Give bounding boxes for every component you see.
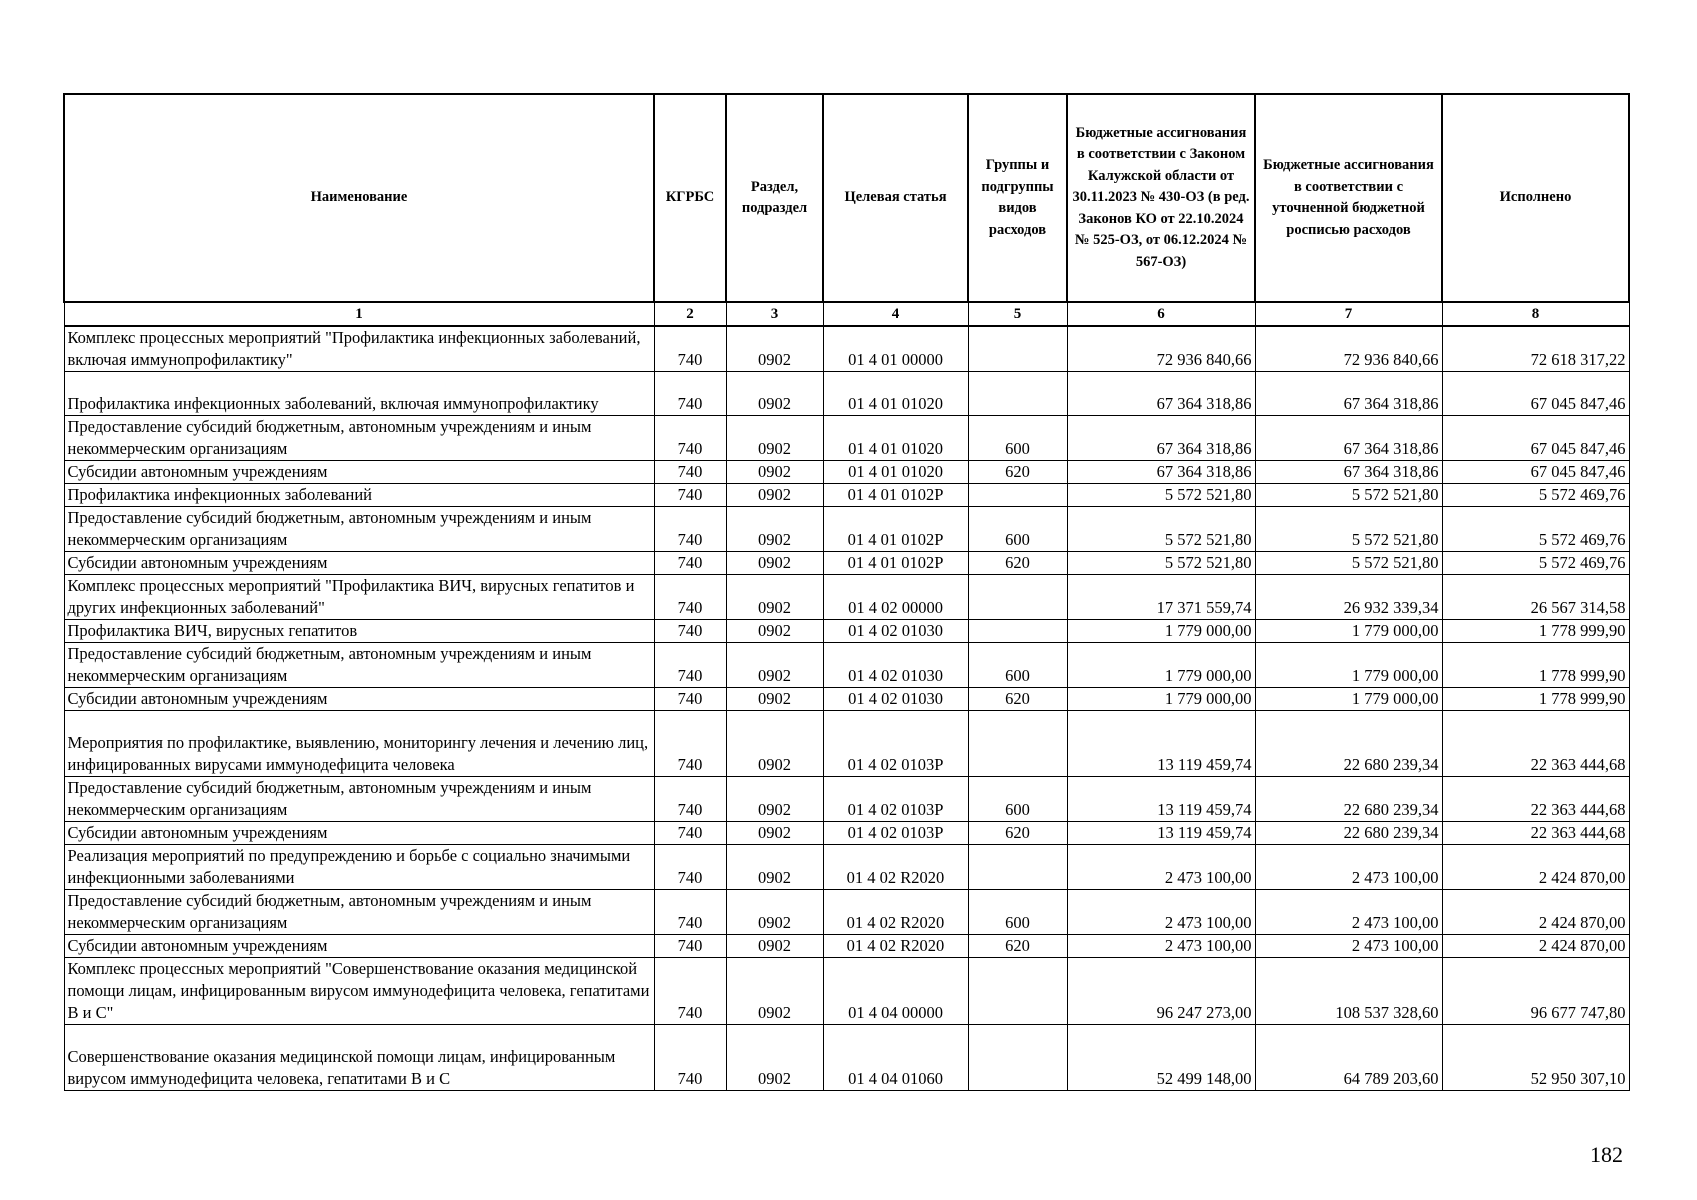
row-refined-amount: 64 789 203,60 [1255, 1025, 1442, 1091]
row-target-article: 01 4 02 R2020 [823, 935, 968, 958]
row-kgrbs: 740 [654, 1025, 726, 1091]
row-section: 0902 [726, 416, 823, 461]
row-section: 0902 [726, 643, 823, 688]
row-kgrbs: 740 [654, 484, 726, 507]
row-name: Предоставление субсидий бюджетным, автономным учреждениям и иным некоммерческим организациям [64, 416, 654, 461]
row-name: Предоставление субсидий бюджетным, автономным учреждениям и иным некоммерческим организациям [64, 890, 654, 935]
row-expense-group: 620 [968, 935, 1067, 958]
row-target-article: 01 4 04 00000 [823, 958, 968, 1025]
row-target-article: 01 4 02 0103P [823, 711, 968, 777]
row-kgrbs: 740 [654, 643, 726, 688]
column-number: 3 [726, 302, 823, 326]
table-row [64, 935, 1629, 958]
row-section: 0902 [726, 845, 823, 890]
page-number: 182 [1590, 1142, 1623, 1167]
table-row [64, 575, 1629, 620]
row-kgrbs: 740 [654, 461, 726, 484]
header-law-appropriations: Бюджетные ассигнования в соответствии с Законом Калужской области от 30.11.2023 № 430-ОЗ (в ред. Законов КО от 22.10.2024 № 525-ОЗ, от 06.12.2024 № 567-ОЗ) [1067, 94, 1255, 302]
row-name: Субсидии автономным учреждениям [64, 552, 654, 575]
row-refined-amount: 22 680 239,34 [1255, 777, 1442, 822]
row-target-article: 01 4 01 01020 [823, 461, 968, 484]
row-expense-group [968, 1025, 1067, 1091]
row-law-amount: 67 364 318,86 [1067, 372, 1255, 416]
table-row [64, 688, 1629, 711]
row-executed-amount: 1 778 999,90 [1442, 620, 1629, 643]
row-executed-amount: 2 424 870,00 [1442, 890, 1629, 935]
row-expense-group [968, 620, 1067, 643]
row-name: Субсидии автономным учреждениям [64, 688, 654, 711]
row-section: 0902 [726, 1025, 823, 1091]
row-kgrbs: 740 [654, 507, 726, 552]
row-section: 0902 [726, 777, 823, 822]
table-row [64, 777, 1629, 822]
row-target-article: 01 4 02 01030 [823, 688, 968, 711]
row-section: 0902 [726, 711, 823, 777]
row-executed-amount: 5 572 469,76 [1442, 552, 1629, 575]
row-refined-amount: 22 680 239,34 [1255, 822, 1442, 845]
row-kgrbs: 740 [654, 935, 726, 958]
row-law-amount: 13 119 459,74 [1067, 711, 1255, 777]
column-number: 5 [968, 302, 1067, 326]
column-number: 4 [823, 302, 968, 326]
row-target-article: 01 4 01 01020 [823, 372, 968, 416]
row-law-amount: 1 779 000,00 [1067, 688, 1255, 711]
row-section: 0902 [726, 958, 823, 1025]
row-law-amount: 72 936 840,66 [1067, 326, 1255, 372]
row-expense-group: 620 [968, 822, 1067, 845]
row-name: Предоставление субсидий бюджетным, автономным учреждениям и иным некоммерческим организациям [64, 507, 654, 552]
table-row [64, 461, 1629, 484]
row-kgrbs: 740 [654, 711, 726, 777]
row-refined-amount: 5 572 521,80 [1255, 507, 1442, 552]
row-law-amount: 5 572 521,80 [1067, 552, 1255, 575]
column-number: 2 [654, 302, 726, 326]
row-executed-amount: 1 778 999,90 [1442, 643, 1629, 688]
row-kgrbs: 740 [654, 958, 726, 1025]
row-expense-group [968, 484, 1067, 507]
row-name: Субсидии автономным учреждениям [64, 935, 654, 958]
row-law-amount: 52 499 148,00 [1067, 1025, 1255, 1091]
row-name: Предоставление субсидий бюджетным, автономным учреждениям и иным некоммерческим организациям [64, 777, 654, 822]
row-law-amount: 67 364 318,86 [1067, 416, 1255, 461]
table-row [64, 416, 1629, 461]
column-number: 1 [64, 302, 654, 326]
column-number: 8 [1442, 302, 1629, 326]
row-target-article: 01 4 01 0102P [823, 552, 968, 575]
row-refined-amount: 5 572 521,80 [1255, 552, 1442, 575]
row-target-article: 01 4 01 01020 [823, 416, 968, 461]
row-executed-amount: 1 778 999,90 [1442, 688, 1629, 711]
row-refined-amount: 67 364 318,86 [1255, 461, 1442, 484]
row-law-amount: 17 371 559,74 [1067, 575, 1255, 620]
table-row [64, 372, 1629, 416]
row-refined-amount: 67 364 318,86 [1255, 372, 1442, 416]
row-expense-group [968, 958, 1067, 1025]
row-target-article: 01 4 02 R2020 [823, 890, 968, 935]
row-executed-amount: 22 363 444,68 [1442, 822, 1629, 845]
row-section: 0902 [726, 935, 823, 958]
row-target-article: 01 4 02 0103P [823, 822, 968, 845]
row-expense-group: 600 [968, 890, 1067, 935]
row-expense-group: 620 [968, 688, 1067, 711]
row-kgrbs: 740 [654, 372, 726, 416]
table-row [64, 643, 1629, 688]
header-row [64, 94, 1629, 302]
row-section: 0902 [726, 552, 823, 575]
row-law-amount: 1 779 000,00 [1067, 643, 1255, 688]
table-row [64, 845, 1629, 890]
row-executed-amount: 67 045 847,46 [1442, 416, 1629, 461]
header-section: Раздел, подраздел [726, 94, 823, 302]
row-kgrbs: 740 [654, 822, 726, 845]
row-expense-group [968, 575, 1067, 620]
row-kgrbs: 740 [654, 688, 726, 711]
row-section: 0902 [726, 326, 823, 372]
row-law-amount: 96 247 273,00 [1067, 958, 1255, 1025]
row-target-article: 01 4 02 00000 [823, 575, 968, 620]
row-refined-amount: 2 473 100,00 [1255, 935, 1442, 958]
row-name: Профилактика инфекционных заболеваний, включая иммунопрофилактику [64, 372, 654, 416]
header-name: Наименование [64, 94, 654, 302]
row-expense-group: 600 [968, 643, 1067, 688]
row-expense-group: 600 [968, 416, 1067, 461]
row-section: 0902 [726, 372, 823, 416]
row-expense-group: 620 [968, 552, 1067, 575]
row-refined-amount: 1 779 000,00 [1255, 688, 1442, 711]
row-section: 0902 [726, 890, 823, 935]
row-kgrbs: 740 [654, 416, 726, 461]
row-section: 0902 [726, 822, 823, 845]
row-executed-amount: 5 572 469,76 [1442, 484, 1629, 507]
row-name: Субсидии автономным учреждениям [64, 461, 654, 484]
row-name: Комплекс процессных мероприятий "Профилактика ВИЧ, вирусных гепатитов и других инфекционных заболеваний" [64, 575, 654, 620]
table-row [64, 822, 1629, 845]
row-expense-group [968, 845, 1067, 890]
row-target-article: 01 4 01 0102P [823, 484, 968, 507]
row-kgrbs: 740 [654, 777, 726, 822]
row-target-article: 01 4 02 01030 [823, 643, 968, 688]
row-section: 0902 [726, 507, 823, 552]
row-name: Предоставление субсидий бюджетным, автономным учреждениям и иным некоммерческим организациям [64, 643, 654, 688]
row-kgrbs: 740 [654, 326, 726, 372]
row-name: Комплекс процессных мероприятий "Профилактика инфекционных заболеваний, включая иммунопрофилактику" [64, 326, 654, 372]
row-name: Мероприятия по профилактике, выявлению, мониторингу лечения и лечению лиц, инфицированных вирусами иммунодефицита человека [64, 711, 654, 777]
row-refined-amount: 108 537 328,60 [1255, 958, 1442, 1025]
table-row [64, 620, 1629, 643]
column-number-row [64, 302, 1629, 326]
row-target-article: 01 4 01 00000 [823, 326, 968, 372]
row-law-amount: 5 572 521,80 [1067, 507, 1255, 552]
budget-table [63, 93, 1630, 1091]
row-law-amount: 5 572 521,80 [1067, 484, 1255, 507]
row-name: Реализация мероприятий по предупреждению и борьбе с социально значимыми инфекционными заболеваниями [64, 845, 654, 890]
row-kgrbs: 740 [654, 620, 726, 643]
row-refined-amount: 67 364 318,86 [1255, 416, 1442, 461]
row-expense-group: 600 [968, 777, 1067, 822]
row-expense-group [968, 326, 1067, 372]
budget-sheet [63, 93, 1628, 1091]
row-kgrbs: 740 [654, 575, 726, 620]
row-section: 0902 [726, 688, 823, 711]
row-kgrbs: 740 [654, 552, 726, 575]
table-row [64, 890, 1629, 935]
row-executed-amount: 5 572 469,76 [1442, 507, 1629, 552]
row-refined-amount: 2 473 100,00 [1255, 890, 1442, 935]
row-executed-amount: 67 045 847,46 [1442, 372, 1629, 416]
row-law-amount: 13 119 459,74 [1067, 822, 1255, 845]
row-name: Совершенствование оказания медицинской помощи лицам, инфицированным вирусом иммунодефицита человека, гепатитами В и С [64, 1025, 654, 1091]
row-expense-group [968, 711, 1067, 777]
table-row [64, 552, 1629, 575]
row-law-amount: 13 119 459,74 [1067, 777, 1255, 822]
row-executed-amount: 26 567 314,58 [1442, 575, 1629, 620]
row-section: 0902 [726, 484, 823, 507]
row-target-article: 01 4 02 01030 [823, 620, 968, 643]
row-law-amount: 67 364 318,86 [1067, 461, 1255, 484]
row-executed-amount: 67 045 847,46 [1442, 461, 1629, 484]
row-refined-amount: 5 572 521,80 [1255, 484, 1442, 507]
row-refined-amount: 22 680 239,34 [1255, 711, 1442, 777]
row-target-article: 01 4 01 0102P [823, 507, 968, 552]
row-name: Комплекс процессных мероприятий "Совершенствование оказания медицинской помощи лицам, инфицированным вирусом иммунодефицита человека, гепатитами В и С" [64, 958, 654, 1025]
header-kgrbs: КГРБС [654, 94, 726, 302]
row-name: Профилактика инфекционных заболеваний [64, 484, 654, 507]
table-row [64, 326, 1629, 372]
row-law-amount: 2 473 100,00 [1067, 890, 1255, 935]
row-executed-amount: 52 950 307,10 [1442, 1025, 1629, 1091]
table-body [64, 326, 1629, 1091]
row-expense-group [968, 372, 1067, 416]
row-expense-group: 620 [968, 461, 1067, 484]
table-row [64, 1025, 1629, 1091]
row-name: Профилактика ВИЧ, вирусных гепатитов [64, 620, 654, 643]
row-executed-amount: 96 677 747,80 [1442, 958, 1629, 1025]
row-executed-amount: 2 424 870,00 [1442, 935, 1629, 958]
column-number: 7 [1255, 302, 1442, 326]
row-refined-amount: 1 779 000,00 [1255, 620, 1442, 643]
row-executed-amount: 2 424 870,00 [1442, 845, 1629, 890]
header-expense-groups: Группы и подгруппы видов расходов [968, 94, 1067, 302]
row-executed-amount: 22 363 444,68 [1442, 711, 1629, 777]
row-section: 0902 [726, 620, 823, 643]
row-law-amount: 1 779 000,00 [1067, 620, 1255, 643]
row-target-article: 01 4 02 0103P [823, 777, 968, 822]
row-refined-amount: 26 932 339,34 [1255, 575, 1442, 620]
row-target-article: 01 4 02 R2020 [823, 845, 968, 890]
row-refined-amount: 2 473 100,00 [1255, 845, 1442, 890]
table-row [64, 958, 1629, 1025]
header-target-article: Целевая статья [823, 94, 968, 302]
header-refined-appropriations: Бюджетные ассигнования в соответствии с уточненной бюджетной росписью расходов [1255, 94, 1442, 302]
row-law-amount: 2 473 100,00 [1067, 935, 1255, 958]
row-name: Субсидии автономным учреждениям [64, 822, 654, 845]
row-section: 0902 [726, 575, 823, 620]
row-executed-amount: 22 363 444,68 [1442, 777, 1629, 822]
row-target-article: 01 4 04 01060 [823, 1025, 968, 1091]
row-expense-group: 600 [968, 507, 1067, 552]
row-kgrbs: 740 [654, 890, 726, 935]
row-section: 0902 [726, 461, 823, 484]
table-row [64, 484, 1629, 507]
row-law-amount: 2 473 100,00 [1067, 845, 1255, 890]
row-refined-amount: 1 779 000,00 [1255, 643, 1442, 688]
table-row [64, 507, 1629, 552]
row-executed-amount: 72 618 317,22 [1442, 326, 1629, 372]
header-executed: Исполнено [1442, 94, 1629, 302]
column-number: 6 [1067, 302, 1255, 326]
row-refined-amount: 72 936 840,66 [1255, 326, 1442, 372]
row-kgrbs: 740 [654, 845, 726, 890]
table-row [64, 711, 1629, 777]
